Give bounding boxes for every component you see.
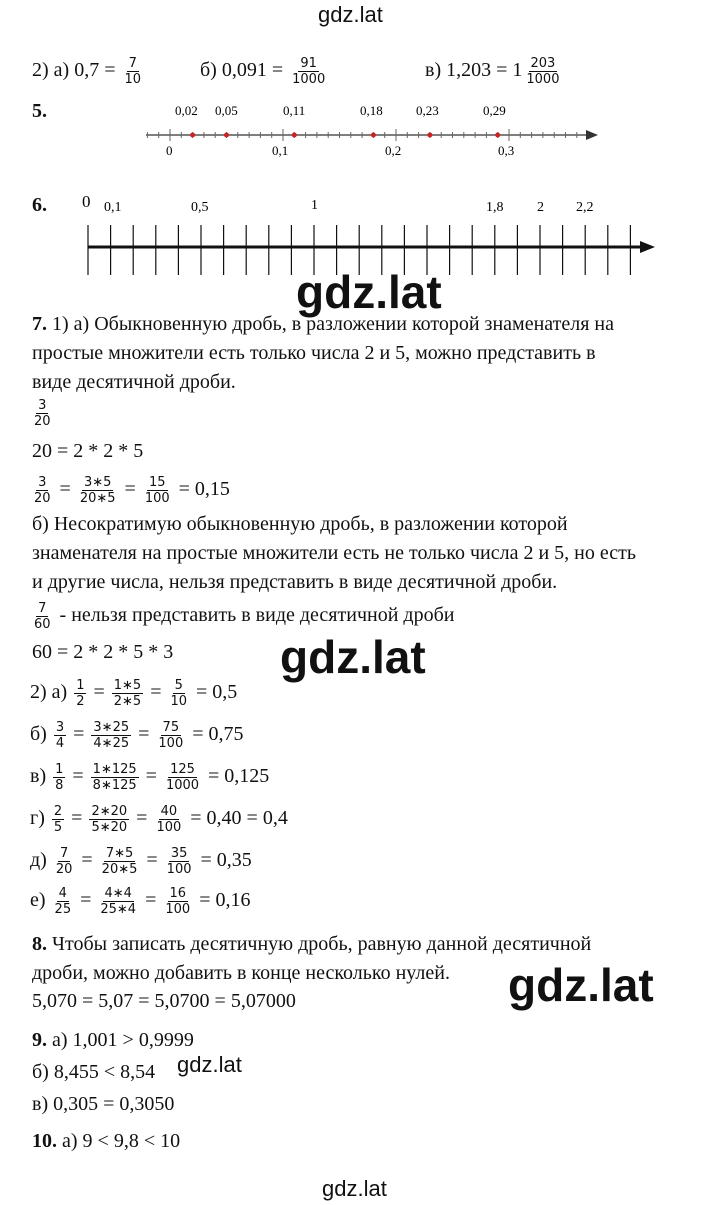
task7-example-row: д) $\frac{7}{20}$ = $\frac{7∗5}{20∗5}$ = $\frac{35}{100}$ = 0,35: [30, 846, 252, 877]
task10-number: 10.: [32, 1130, 57, 1152]
task7-example-row: в) $\frac{1}{8}$ = $\frac{1∗125}{8∗125}$ = $\frac{125}{1000}$ = 0,125: [30, 762, 270, 793]
point-marker: [427, 133, 432, 138]
task7-b-line3: и другие числа, нельзя представить в виде десятичной дроби.: [32, 571, 558, 593]
result: = 0,75: [192, 723, 244, 746]
fraction: $\frac{35}{100}$: [166, 846, 192, 877]
tick-label: 0,1: [104, 200, 122, 215]
task7-b-line1: б) Несократимую обыкновенную дробь, в разложении которой: [32, 513, 568, 535]
fraction: $\frac{4}{25}$: [54, 886, 72, 917]
fraction: $\frac{1∗125}{8∗125}$: [92, 762, 137, 793]
result: = 0,16: [199, 889, 251, 912]
tick-label: 0: [166, 143, 173, 158]
fraction: $\frac{15}{100}$: [144, 475, 170, 506]
task7-text: 1) а) Обыкновенную дробь, в разложении которой знаменателя на: [52, 313, 615, 335]
task7-ex1: $\frac{3}{20}$ = $\frac{3∗5}{20∗5}$ = $\frac{15}{100}$ = 0,15: [34, 475, 230, 506]
fraction: $\frac{7}{10}$: [124, 56, 142, 87]
tick-label: 0,11: [283, 103, 306, 118]
fraction: $\frac{1}{8}$: [55, 762, 64, 793]
task2-b-label: б) 0,091 =: [200, 59, 284, 82]
task7-example-row: г) $\frac{2}{5}$ = $\frac{2∗20}{5∗20}$ = $\frac{40}{100}$ = 0,40 = 0,4: [30, 804, 288, 835]
task8-line3: 5,070 = 5,07 = 5,0700 = 5,07000: [32, 990, 296, 1012]
task9-number: 9.: [32, 1029, 47, 1051]
watermark-large: gdz.lat: [508, 959, 654, 1011]
tick-label: 2,2: [576, 200, 594, 215]
fraction: $\frac{3∗25}{4∗25}$: [93, 720, 130, 751]
task7-eq20: 20 = 2 * 2 * 5: [32, 440, 144, 462]
point-marker: [292, 133, 297, 138]
fraction: $\frac{75}{100}$: [158, 720, 184, 751]
fraction: $\frac{3}{20}$: [34, 475, 51, 506]
point-marker: [495, 133, 500, 138]
point-marker: [371, 133, 376, 138]
tick-label: 0,18: [360, 103, 383, 118]
task5-number: 5.: [32, 100, 47, 122]
tick-label: 2: [537, 200, 544, 215]
fraction: $\frac{4∗4}{25∗4}$: [100, 886, 137, 917]
watermark-large: gdz.lat: [296, 266, 442, 318]
task9-line-c: в) 0,305 = 0,3050: [32, 1093, 175, 1115]
task9-line-b: б) 8,455 < 8,54: [32, 1061, 156, 1083]
tick-label: 0,05: [215, 103, 238, 118]
tick-label: 1: [311, 198, 318, 213]
row-label: г): [30, 807, 45, 830]
row-label: б): [30, 723, 47, 746]
fraction: $\frac{3∗5}{20∗5}$: [79, 475, 116, 506]
tick-label: 0: [82, 192, 91, 211]
task2-c: [425, 56, 563, 87]
fraction: $\frac{3}{20}$: [34, 398, 51, 429]
tick-label: 0,29: [483, 103, 506, 118]
watermark-small: gdz.lat: [177, 1052, 242, 1077]
fraction: $\frac{3}{4}$: [55, 720, 65, 751]
tick-label: 0,2: [385, 143, 402, 158]
task7-frac-7-60: [30, 601, 454, 632]
task9-line-a: [32, 1029, 194, 1051]
task7-frac-3-20: [30, 398, 55, 429]
result: = 0,125: [208, 765, 270, 788]
result: = 0,35: [200, 849, 252, 872]
task7-b-line2: знаменателя на простые множители есть не только числа 2 и 5, но есть: [32, 542, 636, 564]
task8-line2: дроби, можно добавить в конце несколько нулей.: [32, 962, 450, 984]
task7-example-row: е) $\frac{4}{25}$ = $\frac{4∗4}{25∗4}$ = $\frac{16}{100}$ = 0,16: [30, 886, 251, 917]
task7-line1: [32, 313, 614, 335]
row-label: д): [30, 849, 47, 872]
row-label: в): [30, 765, 47, 788]
fraction: $\frac{5}{10}$: [170, 678, 188, 709]
fraction: $\frac{91}{1000}$: [292, 56, 326, 87]
row-label: 2) а): [30, 681, 68, 704]
fraction: $\frac{125}{1000}$: [165, 762, 200, 793]
fraction: $\frac{40}{100}$: [156, 804, 182, 835]
task10-line: [32, 1130, 180, 1152]
point-marker: [190, 133, 195, 138]
task7-line2: простые множители есть только числа 2 и 5, можно представить в: [32, 342, 596, 364]
task7-note: - нельзя представить в виде десятичной дроби: [59, 604, 455, 627]
task2-b: [200, 56, 329, 87]
result: = 0,15: [178, 478, 230, 501]
result: = 0,40 = 0,4: [190, 807, 288, 830]
fraction: $\frac{16}{100}$: [165, 886, 191, 917]
task6-number: 6.: [32, 194, 47, 216]
tick-label: 0,5: [191, 200, 209, 215]
watermark-top: gdz.lat: [318, 2, 383, 27]
watermark-bottom: gdz.lat: [322, 1176, 387, 1201]
fraction: $\frac{2∗20}{5∗20}$: [91, 804, 128, 835]
task2-c-label: в) 1,203 = 1: [425, 59, 523, 82]
task7-example-row: б) $\frac{3}{4}$ = $\frac{3∗25}{4∗25}$ = $\frac{75}{100}$ = 0,75: [30, 720, 244, 751]
fraction: $\frac{2}{5}$: [53, 804, 63, 835]
fraction: $\frac{1}{2}$: [76, 678, 85, 709]
fraction: $\frac{7∗5}{20∗5}$: [101, 846, 138, 877]
task10-a: а) 9 < 9,8 < 10: [62, 1130, 181, 1152]
task7-line3: виде десятичной дроби.: [32, 371, 236, 393]
task8-line1: [32, 933, 591, 955]
fraction: $\frac{1∗5}{2∗5}$: [113, 678, 142, 709]
tick-label: 0,1: [272, 143, 289, 158]
point-marker: [224, 133, 229, 138]
tick-label: 1,8: [486, 200, 504, 215]
number-line-5: [0, 95, 720, 165]
fraction: $\frac{7}{20}$: [55, 846, 73, 877]
task9-a: а) 1,001 > 0,9999: [52, 1029, 194, 1051]
task2-a-label: 2) а) 0,7 =: [32, 59, 116, 82]
task7-eq60: 60 = 2 * 2 * 5 * 3: [32, 641, 174, 663]
tick-label: 0,02: [175, 103, 198, 118]
fraction: $\frac{7}{60}$: [34, 601, 51, 632]
task8-number: 8.: [32, 933, 47, 955]
row-label: е): [30, 889, 46, 912]
task8-text: Чтобы записать десятичную дробь, равную данной десятичной: [52, 933, 592, 955]
tick-label: 0,23: [416, 103, 439, 118]
tick-label: 0,3: [498, 143, 515, 158]
task7-number: 7.: [32, 313, 47, 335]
task2-line: [32, 56, 145, 87]
fraction: $\frac{203}{1000}$: [526, 56, 560, 87]
task7-example-row: 2) а) $\frac{1}{2}$ = $\frac{1∗5}{2∗5}$ = $\frac{5}{10}$ = 0,5: [30, 678, 238, 709]
result: = 0,5: [196, 681, 238, 704]
watermark-large: gdz.lat: [280, 631, 426, 683]
